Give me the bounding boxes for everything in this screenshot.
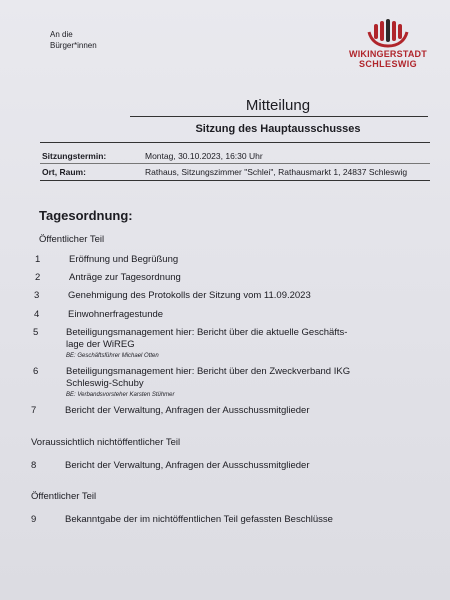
agenda-item-text: Bericht der Verwaltung, Anfragen der Ausschussmitglieder: [65, 405, 310, 416]
agenda-item-text-block: [66, 327, 366, 360]
meeting-date-label: Sitzungstermin:: [42, 151, 107, 161]
title-rule: [130, 116, 428, 117]
agenda-item-number: 6: [33, 366, 39, 377]
agenda-item-text-block: [66, 366, 366, 399]
recipient-block: [50, 29, 97, 51]
meeting-title: Sitzung des Hauptausschusses: [195, 123, 361, 135]
agenda-item-number: 9: [31, 514, 37, 525]
city-logo: [338, 18, 438, 69]
agenda-item-number: 3: [34, 290, 40, 301]
agenda-item-number: 5: [33, 327, 39, 338]
agenda-item-text: Beteiligungsmanagement hier: Bericht über die aktuelle Geschäfts-: [66, 327, 348, 338]
agenda-item-number: 8: [31, 460, 37, 471]
meeting-date-value: Montag, 30.10.2023, 16:30 Uhr: [145, 151, 263, 161]
meta-divider: [40, 163, 430, 164]
agenda-item-text: Bericht der Verwaltung, Anfragen der Ausschussmitglieder: [65, 460, 310, 471]
agenda-item-text: Genehmigung des Protokolls der Sitzung vom 11.09.2023: [68, 290, 311, 301]
recipient-line-2: Bürger*innen: [50, 41, 97, 50]
meeting-place-label: Ort, Raum:: [42, 167, 86, 177]
recipient-line-1: An die: [50, 30, 73, 39]
agenda-item-number: 7: [31, 405, 37, 416]
meta-bottom-rule: [40, 180, 430, 181]
logo-text-line-2: SCHLESWIG: [358, 59, 418, 69]
agenda-item-text: Eröffnung und Begrüßung: [69, 254, 179, 265]
agenda-item-text-continued: Schleswig-Schuby: [66, 378, 144, 389]
agenda-item-text: Anträge zur Tagesordnung: [69, 272, 181, 283]
section-label-nonpublic: Voraussichtlich nichtöffentlicher Teil: [31, 437, 181, 448]
agenda-heading: Tagesordnung:: [39, 208, 133, 223]
logo-text-line-1: WIKINGERSTADT: [349, 49, 427, 59]
agenda-item-note: BE: Geschäftsführer Michael Otten: [66, 353, 159, 359]
agenda-item-text: Beteiligungsmanagement hier: Bericht über den Zweckverband IKG: [66, 366, 351, 377]
agenda-item-note: BE: Verbandsvorsteher Karsten Stühmer: [66, 392, 175, 398]
agenda-item-number: 1: [35, 254, 41, 265]
meeting-place-value: Rathaus, Sitzungszimmer "Schlei", Rathausmarkt 1, 24837 Schleswig: [145, 167, 408, 177]
agenda-item-text: Einwohnerfragestunde: [68, 309, 164, 320]
document-title: Mitteilung: [245, 97, 311, 114]
subtitle-rule: [40, 142, 430, 143]
agenda-item-text-continued: lage der WiREG: [66, 339, 135, 350]
section-label-public: Öffentlicher Teil: [39, 234, 105, 245]
viking-ship-logo-icon: [365, 18, 411, 48]
section-label-public-2: Öffentlicher Teil: [31, 491, 97, 502]
agenda-item-number: 2: [35, 272, 41, 283]
agenda-item-number: 4: [34, 309, 40, 320]
agenda-item-text: Bekanntgabe der im nichtöffentlichen Teil gefassten Beschlüsse: [65, 514, 333, 525]
